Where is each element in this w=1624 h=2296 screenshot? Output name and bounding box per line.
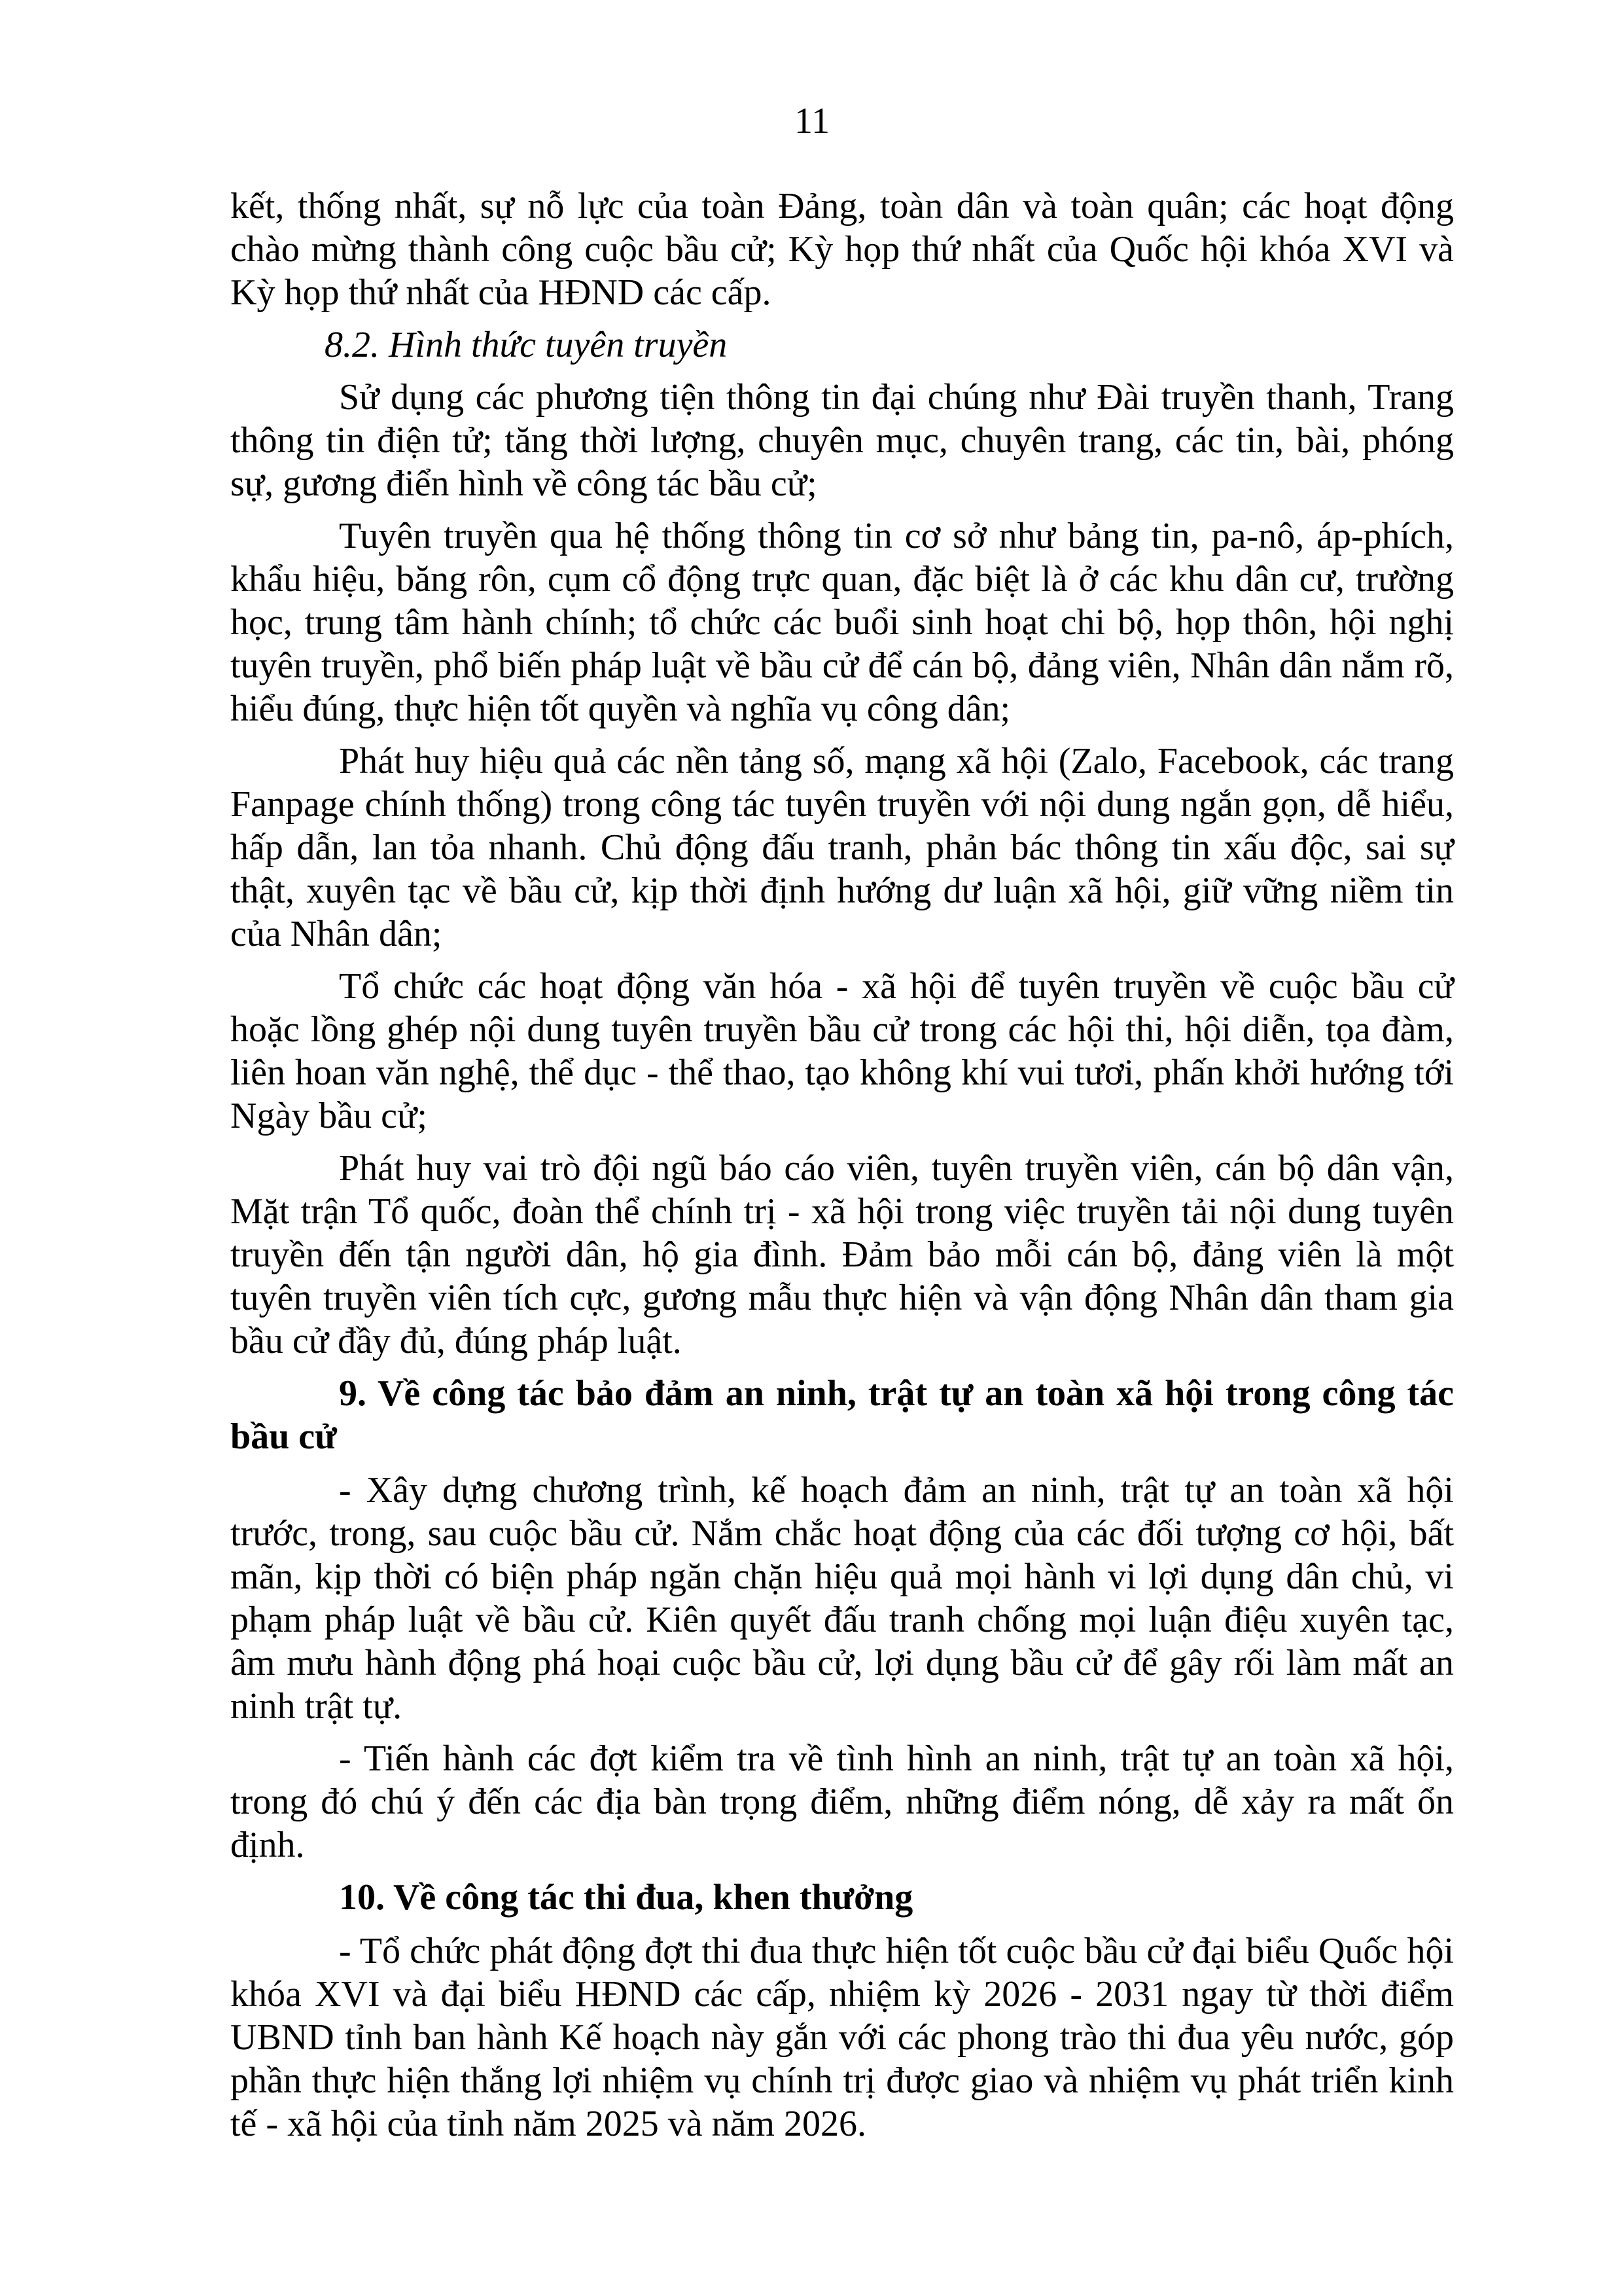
page-number: 11 (794, 101, 830, 141)
paragraph: Sử dụng các phương tiện thông tin đại chúng như Đài truyền thanh, Trang thông tin điện tử; tăng thời lượng, chuyên mục, chuyên trang, các tin, bài, phóng sự, gương điển hình về công tác bầu cử; (230, 377, 1454, 504)
document-body (230, 185, 1454, 2155)
paragraph: - Xây dựng chương trình, kế hoạch đảm an ninh, trật tự an toàn xã hội trước, trong, sau cuộc bầu cử. Nắm chắc hoạt động của các đối tượng cơ hội, bất mãn, kịp thời có biện pháp ngăn chặn hiệu quả mọi hành vi lợi dụng dân chủ, vi phạm pháp luật về bầu cử. Kiên quyết đấu tranh chống mọi luận điệu xuyên tạc, âm mưu hành động phá hoại cuộc bầu cử, lợi dụng bầu cử để gây rối làm mất an ninh trật tự. (230, 1470, 1454, 1727)
heading-section-9: 9. Về công tác bảo đảm an ninh, trật tự an toàn xã hội trong công tác bầu cử (230, 1373, 1454, 1457)
subheading-8-2: 8.2. Hình thức tuyên truyền (325, 325, 728, 365)
paragraph: - Tiến hành các đợt kiểm tra về tình hình an ninh, trật tự an toàn xã hội, trong đó chú ý đến các địa bàn trọng điểm, những điểm nóng, dễ xảy ra mất ổn định. (230, 1738, 1454, 1865)
paragraph: Phát huy vai trò đội ngũ báo cáo viên, tuyên truyền viên, cán bộ dân vận, Mặt trận Tổ quốc, đoàn thể chính trị - xã hội trong việc truyền tải nội dung tuyên truyền đến tận người dân, hộ gia đình. Đảm bảo mỗi cán bộ, đảng viên là một tuyên truyền viên tích cực, gương mẫu thực hiện và vận động Nhân dân tham gia bầu cử đầy đủ, đúng pháp luật. (230, 1148, 1454, 1361)
paragraph: - Tổ chức phát động đợt thi đua thực hiện tốt cuộc bầu cử đại biểu Quốc hội khóa XVI và đại biểu HĐND các cấp, nhiệm kỳ 2026 - 2031 ngay từ thời điểm UBND tỉnh ban hành Kế hoạch này gắn với các phong trào thi đua yêu nước, góp phần thực hiện thắng lợi nhiệm vụ chính trị được giao và nhiệm vụ phát triển kinh tế - xã hội của tỉnh năm 2025 và năm 2026. (230, 1931, 1454, 2144)
paragraph: Tổ chức các hoạt động văn hóa - xã hội để tuyên truyền về cuộc bầu cử hoặc lồng ghép nội dung tuyên truyền bầu cử trong các hội thi, hội diễn, tọa đàm, liên hoan văn nghệ, thể dục - thể thao, tạo không khí vui tươi, phấn khởi hướng tới Ngày bầu cử; (230, 966, 1454, 1136)
paragraph: Phát huy hiệu quả các nền tảng số, mạng xã hội (Zalo, Facebook, các trang Fanpage chính thống) trong công tác tuyên truyền với nội dung ngắn gọn, dễ hiểu, hấp dẫn, lan tỏa nhanh. Chủ động đấu tranh, phản bác thông tin xấu độc, sai sự thật, xuyên tạc về bầu cử, kịp thời định hướng dư luận xã hội, giữ vững niềm tin của Nhân dân; (230, 741, 1454, 954)
heading-section-10: 10. Về công tác thi đua, khen thưởng (339, 1877, 913, 1918)
paragraph: Tuyên truyền qua hệ thống thông tin cơ sở như bảng tin, pa-nô, áp-phích, khẩu hiệu, băng rôn, cụm cổ động trực quan, đặc biệt là ở các khu dân cư, trường học, trung tâm hành chính; tổ chức các buổi sinh hoạt chi bộ, họp thôn, hội nghị tuyên truyền, phổ biến pháp luật về bầu cử để cán bộ, đảng viên, Nhân dân nắm rõ, hiểu đúng, thực hiện tốt quyền và nghĩa vụ công dân; (230, 516, 1454, 729)
paragraph-continuation: kết, thống nhất, sự nỗ lực của toàn Đảng, toàn dân và toàn quân; các hoạt động chào mừng thành công cuộc bầu cử; Kỳ họp thứ nhất của Quốc hội khóa XVI và Kỳ họp thứ nhất của HĐND các cấp. (230, 186, 1454, 313)
